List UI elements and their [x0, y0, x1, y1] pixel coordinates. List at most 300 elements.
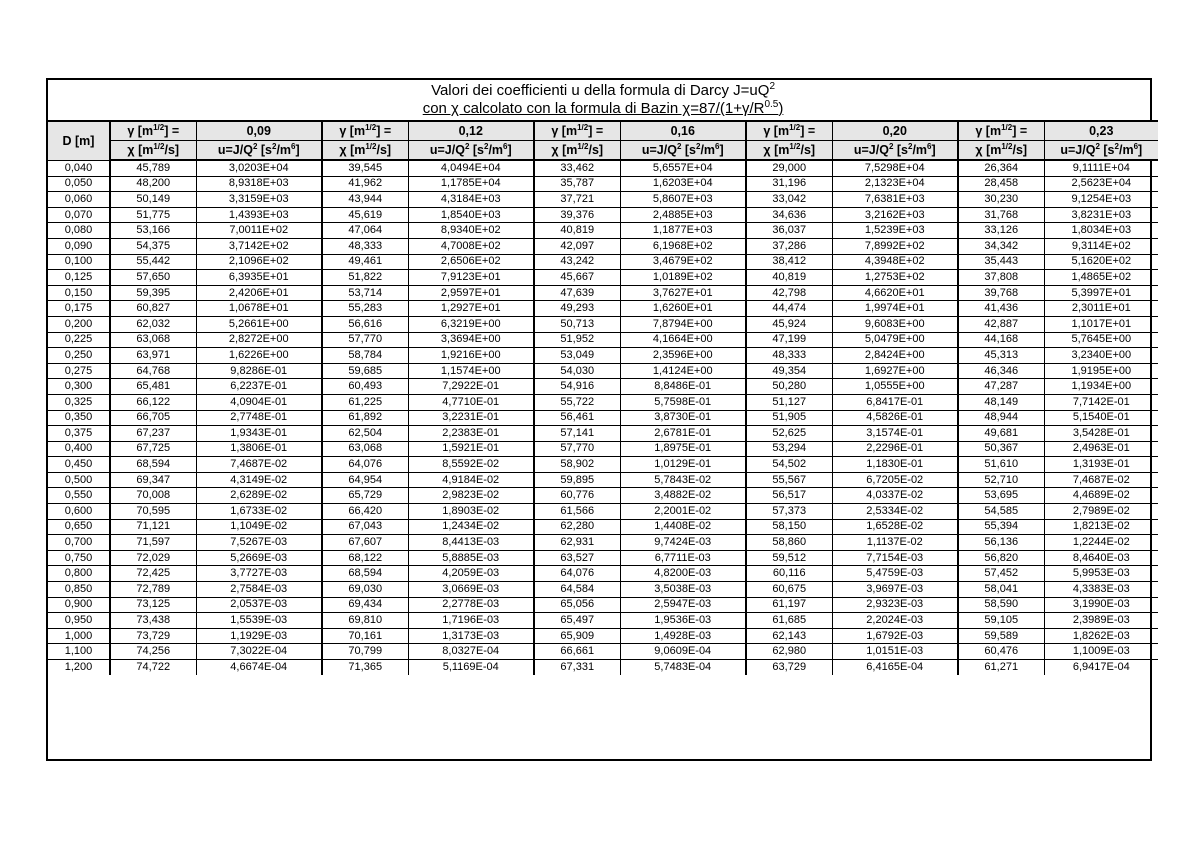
- u-cell: 1,2434E-02: [408, 519, 534, 535]
- header-text-part: γ [m: [975, 124, 1002, 138]
- table-row: [48, 192, 1158, 208]
- diameter-cell: 0,090: [48, 238, 110, 254]
- u-cell: 3,3694E+00: [408, 332, 534, 348]
- u-cell: 1,5239E+03: [832, 223, 958, 239]
- table-row: [48, 363, 1158, 379]
- u-cell: 1,4393E+03: [196, 207, 322, 223]
- u-cell: 5,7598E-01: [620, 394, 746, 410]
- table-row: [48, 285, 1158, 301]
- header-text-part: /m: [1118, 143, 1134, 157]
- u-cell: 6,3219E+00: [408, 316, 534, 332]
- header-text-part: /s]: [588, 143, 604, 157]
- u-cell: 7,4687E-02: [196, 457, 322, 473]
- chi-cell: 36,037: [746, 223, 832, 239]
- table-row: [48, 270, 1158, 286]
- chi-cell: 48,333: [322, 238, 408, 254]
- title-line-1: Valori dei coefficienti u della formula di Darcy $J=uQ^2$: [431, 81, 775, 99]
- header-text-part: /m: [700, 143, 716, 157]
- header-text-part: ]: [931, 143, 936, 157]
- chi-cell: 54,375: [110, 238, 196, 254]
- gamma-label: [958, 121, 1044, 141]
- u-cell: 1,9216E+00: [408, 348, 534, 364]
- u-cell: 2,1096E+02: [196, 254, 322, 270]
- u-cell: 4,0494E+04: [408, 160, 534, 176]
- u-cell: 7,9123E+01: [408, 270, 534, 286]
- u-cell: 1,3173E-03: [408, 628, 534, 644]
- u-cell: 6,8417E-01: [832, 394, 958, 410]
- u-cell: 6,2237E-01: [196, 379, 322, 395]
- u-cell: 5,7483E-04: [620, 660, 746, 675]
- chi-cell: 67,331: [534, 660, 620, 675]
- header-text-part: 2: [483, 141, 489, 151]
- u-cell: 2,5334E-02: [832, 504, 958, 520]
- header-text-part: χ [m: [551, 143, 578, 157]
- diameter-cell: 0,080: [48, 223, 110, 239]
- chi-cell: 69,810: [322, 613, 408, 629]
- u-cell: 2,7989E-02: [1044, 504, 1158, 520]
- gamma-label: [110, 121, 196, 141]
- header-text-part: ]: [507, 143, 512, 157]
- u-cell: 1,9343E-01: [196, 426, 322, 442]
- table-row: [48, 550, 1158, 566]
- table-title: [48, 80, 1158, 121]
- chi-cell: 69,347: [110, 472, 196, 488]
- diameter-cell: 1,200: [48, 660, 110, 675]
- chi-cell: 73,438: [110, 613, 196, 629]
- u-cell: 1,9974E+01: [832, 301, 958, 317]
- chi-column-header: [322, 141, 408, 161]
- chi-cell: 50,280: [746, 379, 832, 395]
- chi-cell: 69,030: [322, 582, 408, 598]
- chi-cell: 53,166: [110, 223, 196, 239]
- table-row: [48, 160, 1158, 176]
- header-text-part: χ [m: [339, 143, 366, 157]
- chi-cell: 70,595: [110, 504, 196, 520]
- table-row: [48, 628, 1158, 644]
- diameter-cell: 0,350: [48, 410, 110, 426]
- header-text-part: γ [m: [339, 124, 366, 138]
- u-cell: 3,4882E-02: [620, 488, 746, 504]
- header-text-part: χ [m: [763, 143, 790, 157]
- diameter-cell: 0,375: [48, 426, 110, 442]
- u-column-header: [408, 141, 534, 161]
- u-cell: 4,7008E+02: [408, 238, 534, 254]
- u-cell: 7,5267E-03: [196, 535, 322, 551]
- chi-cell: 65,481: [110, 379, 196, 395]
- diameter-cell: 0,250: [48, 348, 110, 364]
- header-text-part: /m: [912, 143, 928, 157]
- chi-cell: 65,497: [534, 613, 620, 629]
- u-cell: 1,3193E-01: [1044, 457, 1158, 473]
- darcy-coefficient-table: [48, 80, 1158, 675]
- chi-cell: 51,952: [534, 332, 620, 348]
- u-cell: 5,6557E+04: [620, 160, 746, 176]
- u-cell: 1,6927E+00: [832, 363, 958, 379]
- table-row: [48, 566, 1158, 582]
- u-cell: 1,6528E-02: [832, 519, 958, 535]
- u-cell: 1,0555E+00: [832, 379, 958, 395]
- chi-cell: 72,425: [110, 566, 196, 582]
- u-cell: 3,2231E-01: [408, 410, 534, 426]
- table-row: [48, 519, 1158, 535]
- table-row: [48, 394, 1158, 410]
- u-cell: 1,0129E-01: [620, 457, 746, 473]
- chi-cell: 42,798: [746, 285, 832, 301]
- chi-cell: 61,566: [534, 504, 620, 520]
- chi-cell: 47,287: [958, 379, 1044, 395]
- u-cell: 3,7627E+01: [620, 285, 746, 301]
- header-text-part: [s: [257, 143, 272, 157]
- u-cell: 1,0151E-03: [832, 644, 958, 660]
- u-cell: 1,6260E+01: [620, 301, 746, 317]
- header-text-part: ]: [719, 143, 724, 157]
- chi-cell: 33,126: [958, 223, 1044, 239]
- chi-cell: 57,141: [534, 426, 620, 442]
- u-cell: 1,6792E-03: [832, 628, 958, 644]
- header-text-part: 2: [676, 141, 682, 151]
- chi-cell: 48,333: [746, 348, 832, 364]
- chi-cell: 63,068: [322, 441, 408, 457]
- table-row: [48, 410, 1158, 426]
- diameter-cell: 0,040: [48, 160, 110, 176]
- u-cell: 7,6381E+03: [832, 192, 958, 208]
- table-row: [48, 238, 1158, 254]
- chi-cell: 58,784: [322, 348, 408, 364]
- u-cell: 4,4689E-02: [1044, 488, 1158, 504]
- u-cell: 1,7196E-03: [408, 613, 534, 629]
- u-cell: 1,4124E+00: [620, 363, 746, 379]
- u-cell: 1,4928E-03: [620, 628, 746, 644]
- chi-cell: 72,789: [110, 582, 196, 598]
- u-cell: 2,9597E+01: [408, 285, 534, 301]
- chi-cell: 74,256: [110, 644, 196, 660]
- chi-cell: 65,729: [322, 488, 408, 504]
- u-cell: 2,8272E+00: [196, 332, 322, 348]
- u-cell: 1,1049E-02: [196, 519, 322, 535]
- chi-cell: 51,127: [746, 394, 832, 410]
- header-text-part: 6: [715, 141, 720, 151]
- chi-cell: 66,705: [110, 410, 196, 426]
- chi-cell: 55,283: [322, 301, 408, 317]
- u-cell: 5,8607E+03: [620, 192, 746, 208]
- chi-cell: 59,895: [534, 472, 620, 488]
- chi-cell: 30,230: [958, 192, 1044, 208]
- u-cell: 1,1574E+00: [408, 363, 534, 379]
- u-cell: 3,5038E-03: [620, 582, 746, 598]
- diameter-cell: 0,450: [48, 457, 110, 473]
- header-text-part: u=J/Q: [217, 143, 253, 157]
- chi-cell: 67,607: [322, 535, 408, 551]
- u-cell: 4,8200E-03: [620, 566, 746, 582]
- chi-cell: 54,585: [958, 504, 1044, 520]
- chi-cell: 47,199: [746, 332, 832, 348]
- diameter-cell: 0,175: [48, 301, 110, 317]
- u-cell: 8,5592E-02: [408, 457, 534, 473]
- header-text-part: u=J/Q: [1060, 143, 1096, 157]
- chi-cell: 42,887: [958, 316, 1044, 332]
- u-cell: 2,2296E-01: [832, 441, 958, 457]
- chi-cell: 48,200: [110, 176, 196, 192]
- u-cell: 1,8262E-03: [1044, 628, 1158, 644]
- chi-cell: 62,280: [534, 519, 620, 535]
- header-text-part: 2: [271, 141, 277, 151]
- data-sheet: [46, 78, 1152, 761]
- chi-cell: 70,161: [322, 628, 408, 644]
- chi-cell: 51,822: [322, 270, 408, 286]
- u-cell: 1,8034E+03: [1044, 223, 1158, 239]
- header-text-part: 1/2: [789, 122, 801, 132]
- chi-cell: 70,799: [322, 644, 408, 660]
- header-text-part: 2: [1095, 141, 1100, 151]
- table-row: [48, 441, 1158, 457]
- u-cell: 3,0669E-03: [408, 582, 534, 598]
- chi-cell: 53,714: [322, 285, 408, 301]
- table-row: [48, 660, 1158, 675]
- chi-cell: 51,610: [958, 457, 1044, 473]
- u-cell: 4,6674E-04: [196, 660, 322, 675]
- chi-cell: 40,819: [534, 223, 620, 239]
- gamma-value: 0,23: [1044, 121, 1158, 141]
- chi-column-header: [746, 141, 832, 161]
- u-cell: 5,9953E-03: [1044, 566, 1158, 582]
- chi-cell: 62,980: [746, 644, 832, 660]
- table-row: [48, 535, 1158, 551]
- header-text-part: [s: [893, 143, 908, 157]
- chi-cell: 71,597: [110, 535, 196, 551]
- diameter-cell: 0,650: [48, 519, 110, 535]
- u-cell: 5,2669E-03: [196, 550, 322, 566]
- u-cell: 5,1169E-04: [408, 660, 534, 675]
- u-cell: 1,9195E+00: [1044, 363, 1158, 379]
- u-cell: 8,9340E+02: [408, 223, 534, 239]
- header-text-part: χ [m: [127, 143, 154, 157]
- chi-cell: 60,827: [110, 301, 196, 317]
- chi-cell: 59,685: [322, 363, 408, 379]
- u-cell: 4,1664E+00: [620, 332, 746, 348]
- u-cell: 1,1009E-03: [1044, 644, 1158, 660]
- u-cell: 1,1934E+00: [1044, 379, 1158, 395]
- gamma-label: [746, 121, 832, 141]
- chi-cell: 72,029: [110, 550, 196, 566]
- table-row: [48, 582, 1158, 598]
- chi-cell: 49,461: [322, 254, 408, 270]
- u-cell: 2,0537E-03: [196, 597, 322, 613]
- chi-cell: 37,808: [958, 270, 1044, 286]
- chi-cell: 45,619: [322, 207, 408, 223]
- chi-cell: 55,394: [958, 519, 1044, 535]
- u-cell: 1,5921E-01: [408, 441, 534, 457]
- u-cell: 9,7424E-03: [620, 535, 746, 551]
- header-text-part: [s: [681, 143, 696, 157]
- u-cell: 5,7843E-02: [620, 472, 746, 488]
- u-cell: 2,2778E-03: [408, 597, 534, 613]
- u-cell: 1,1017E+01: [1044, 316, 1158, 332]
- u-cell: 7,4687E-02: [1044, 472, 1158, 488]
- u-cell: 6,1968E+02: [620, 238, 746, 254]
- u-cell: 2,8424E+00: [832, 348, 958, 364]
- chi-cell: 37,286: [746, 238, 832, 254]
- header-text-part: 6: [503, 141, 508, 151]
- u-cell: 1,1929E-03: [196, 628, 322, 644]
- chi-cell: 57,770: [322, 332, 408, 348]
- header-text-part: /s]: [376, 143, 392, 157]
- header-text-part: γ [m: [127, 124, 154, 138]
- u-cell: 8,0327E-04: [408, 644, 534, 660]
- diameter-cell: 0,200: [48, 316, 110, 332]
- table-row: [48, 332, 1158, 348]
- diameter-cell: 0,850: [48, 582, 110, 598]
- u-cell: 9,0609E-04: [620, 644, 746, 660]
- header-text-part: 2: [1114, 141, 1119, 151]
- chi-cell: 64,954: [322, 472, 408, 488]
- u-cell: 2,4206E+01: [196, 285, 322, 301]
- u-cell: 1,6203E+04: [620, 176, 746, 192]
- chi-cell: 58,150: [746, 519, 832, 535]
- chi-cell: 61,271: [958, 660, 1044, 675]
- u-cell: 5,0479E+00: [832, 332, 958, 348]
- chi-cell: 50,713: [534, 316, 620, 332]
- diameter-cell: 0,550: [48, 488, 110, 504]
- chi-cell: 58,902: [534, 457, 620, 473]
- u-cell: 4,7710E-01: [408, 394, 534, 410]
- diameter-cell: 0,900: [48, 597, 110, 613]
- chi-cell: 53,695: [958, 488, 1044, 504]
- chi-cell: 63,729: [746, 660, 832, 675]
- chi-cell: 64,076: [534, 566, 620, 582]
- u-cell: 1,8903E-02: [408, 504, 534, 520]
- header-text-part: 1/2: [153, 122, 165, 132]
- chi-cell: 56,517: [746, 488, 832, 504]
- u-cell: 7,8992E+02: [832, 238, 958, 254]
- chi-cell: 59,512: [746, 550, 832, 566]
- u-cell: 9,1111E+04: [1044, 160, 1158, 176]
- chi-cell: 29,000: [746, 160, 832, 176]
- chi-cell: 50,367: [958, 441, 1044, 457]
- table-row: [48, 457, 1158, 473]
- chi-cell: 67,043: [322, 519, 408, 535]
- table-row: [48, 207, 1158, 223]
- chi-cell: 47,639: [534, 285, 620, 301]
- chi-cell: 33,462: [534, 160, 620, 176]
- chi-cell: 73,729: [110, 628, 196, 644]
- chi-cell: 28,458: [958, 176, 1044, 192]
- u-cell: 8,4413E-03: [408, 535, 534, 551]
- chi-cell: 66,661: [534, 644, 620, 660]
- chi-cell: 41,962: [322, 176, 408, 192]
- header-text-part: γ [m: [763, 124, 790, 138]
- diameter-cell: 0,070: [48, 207, 110, 223]
- chi-cell: 62,143: [746, 628, 832, 644]
- chi-cell: 57,452: [958, 566, 1044, 582]
- u-cell: 7,7142E-01: [1044, 394, 1158, 410]
- chi-cell: 39,545: [322, 160, 408, 176]
- u-cell: 1,1830E-01: [832, 457, 958, 473]
- u-cell: 3,2162E+03: [832, 207, 958, 223]
- u-cell: 1,8213E-02: [1044, 519, 1158, 535]
- u-cell: 1,1785E+04: [408, 176, 534, 192]
- chi-cell: 73,125: [110, 597, 196, 613]
- header-text-part: 1/2: [789, 141, 801, 151]
- chi-cell: 58,041: [958, 582, 1044, 598]
- header-text-part: 2: [464, 141, 470, 151]
- u-cell: 2,2024E-03: [832, 613, 958, 629]
- u-cell: 4,6620E+01: [832, 285, 958, 301]
- u-cell: 7,7154E-03: [832, 550, 958, 566]
- u-cell: 2,6506E+02: [408, 254, 534, 270]
- u-cell: 4,3948E+02: [832, 254, 958, 270]
- header-text-part: 1/2: [577, 122, 589, 132]
- chi-cell: 57,770: [534, 441, 620, 457]
- table-row: [48, 472, 1158, 488]
- chi-cell: 45,789: [110, 160, 196, 176]
- u-cell: 3,8231E+03: [1044, 207, 1158, 223]
- u-cell: 3,1990E-03: [1044, 597, 1158, 613]
- header-text-part: γ [m: [551, 124, 578, 138]
- chi-cell: 67,725: [110, 441, 196, 457]
- u-cell: 2,3011E+01: [1044, 301, 1158, 317]
- table-row: [48, 316, 1158, 332]
- chi-cell: 66,122: [110, 394, 196, 410]
- u-cell: 1,5539E-03: [196, 613, 322, 629]
- u-cell: 4,2059E-03: [408, 566, 534, 582]
- u-cell: 5,4759E-03: [832, 566, 958, 582]
- u-cell: 5,1620E+02: [1044, 254, 1158, 270]
- chi-cell: 31,768: [958, 207, 1044, 223]
- diameter-cell: 0,700: [48, 535, 110, 551]
- u-cell: 1,6226E+00: [196, 348, 322, 364]
- header-text-part: 1/2: [365, 141, 377, 151]
- chi-cell: 57,373: [746, 504, 832, 520]
- diameter-cell: 0,125: [48, 270, 110, 286]
- chi-cell: 62,504: [322, 426, 408, 442]
- u-cell: 2,2001E-02: [620, 504, 746, 520]
- chi-cell: 49,354: [746, 363, 832, 379]
- chi-cell: 61,225: [322, 394, 408, 410]
- table-body: [48, 160, 1158, 675]
- diameter-cell: 0,100: [48, 254, 110, 270]
- u-cell: 9,6083E+00: [832, 316, 958, 332]
- u-cell: 4,9184E-02: [408, 472, 534, 488]
- header-text-part: 6: [927, 141, 932, 151]
- chi-cell: 43,242: [534, 254, 620, 270]
- u-cell: 1,2927E+01: [408, 301, 534, 317]
- chi-cell: 44,474: [746, 301, 832, 317]
- chi-cell: 58,860: [746, 535, 832, 551]
- header-text-part: ]: [295, 143, 300, 157]
- gamma-value: 0,20: [832, 121, 958, 141]
- u-cell: 6,4165E-04: [832, 660, 958, 675]
- chi-cell: 61,685: [746, 613, 832, 629]
- u-cell: 2,4963E-01: [1044, 441, 1158, 457]
- header-text-part: ] =: [376, 124, 392, 138]
- diameter-cell: 0,150: [48, 285, 110, 301]
- header-text-part: ] =: [164, 124, 180, 138]
- chi-cell: 56,461: [534, 410, 620, 426]
- table-row: [48, 488, 1158, 504]
- header-text-part: 2: [888, 141, 894, 151]
- chi-cell: 54,502: [746, 457, 832, 473]
- chi-cell: 68,594: [322, 566, 408, 582]
- chi-cell: 54,916: [534, 379, 620, 395]
- u-cell: 4,0904E-01: [196, 394, 322, 410]
- chi-cell: 63,527: [534, 550, 620, 566]
- chi-cell: 26,364: [958, 160, 1044, 176]
- table-row: [48, 301, 1158, 317]
- table-row: [48, 379, 1158, 395]
- u-cell: 1,9536E-03: [620, 613, 746, 629]
- table-row: [48, 348, 1158, 364]
- diameter-cell: 0,950: [48, 613, 110, 629]
